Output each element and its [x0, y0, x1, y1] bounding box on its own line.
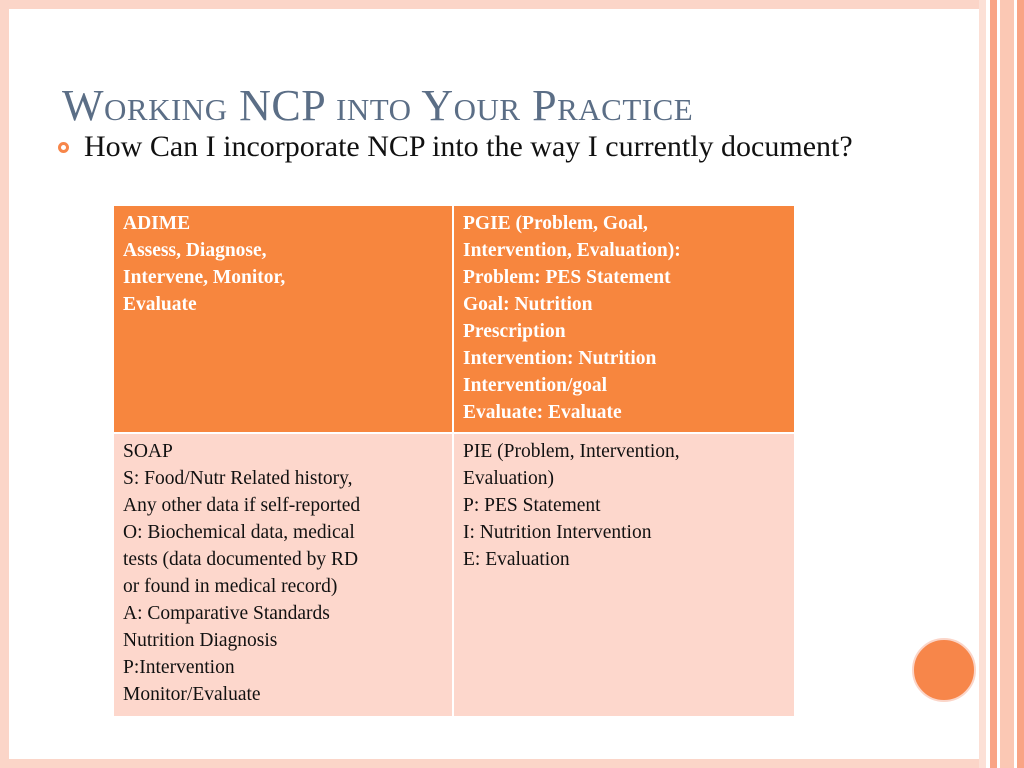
table-cell-pie [453, 433, 795, 717]
cell-line: I: Nutrition Intervention [463, 522, 652, 543]
cell-line: PGIE (Problem, Goal, [463, 213, 648, 234]
cell-line: Evaluate [123, 294, 197, 315]
cell-line: tests (data documented by RD [123, 549, 359, 570]
cell-line: Evaluate: Evaluate [463, 402, 622, 423]
cell-line: Monitor/Evaluate [123, 684, 261, 705]
bullet-text: How Can I incorporate NCP into the way I currently document? [84, 130, 853, 163]
cell-line: Intervention: Nutrition [463, 348, 657, 369]
slide-frame-top [0, 0, 1024, 9]
cell-line: Problem: PES Statement [463, 267, 671, 288]
cell-line: Any other data if self-reported [123, 495, 361, 516]
table-cell-pgie [453, 205, 795, 433]
slide-frame-right-stripes [979, 0, 1024, 768]
table-cell-soap [113, 433, 453, 717]
cell-line: PIE (Problem, Intervention, [463, 441, 680, 462]
frame-stripe [990, 0, 997, 768]
cell-line: Intervention/goal [463, 375, 608, 396]
slide-title: Working NCP into Your Practice [62, 81, 694, 130]
cell-line: Assess, Diagnose, [123, 240, 267, 261]
cell-line: Nutrition Diagnosis [123, 630, 278, 651]
ncp-comparison-table [112, 204, 796, 718]
frame-stripe [979, 0, 986, 768]
table-row [113, 433, 795, 717]
table-cell-adime [113, 205, 453, 433]
cell-line: P: PES Statement [463, 495, 601, 516]
cell-line: Goal: Nutrition [463, 294, 593, 315]
cell-line: Evaluation) [463, 468, 554, 489]
cell-line: Intervene, Monitor, [123, 267, 286, 288]
slide-frame-bottom [0, 759, 1024, 768]
cell-line: SOAP [123, 441, 173, 462]
cell-line: Intervention, Evaluation): [463, 240, 681, 261]
frame-stripe [1017, 0, 1024, 768]
cell-line: E: Evaluation [463, 549, 570, 570]
cell-line: S: Food/Nutr Related history, [123, 468, 353, 489]
cell-line: or found in medical record) [123, 576, 338, 597]
cell-line: O: Biochemical data, medical [123, 522, 355, 543]
cell-line: P:Intervention [123, 657, 235, 678]
bullet-point [58, 128, 918, 165]
slide-frame-left [0, 0, 9, 768]
orange-circle-decoration [912, 638, 976, 702]
cell-line: ADIME [123, 213, 191, 234]
cell-line: Prescription [463, 321, 566, 342]
frame-stripe [1000, 0, 1014, 768]
bullet-circle-icon [58, 142, 69, 153]
cell-line: A: Comparative Standards [123, 603, 330, 624]
table-row [113, 205, 795, 433]
